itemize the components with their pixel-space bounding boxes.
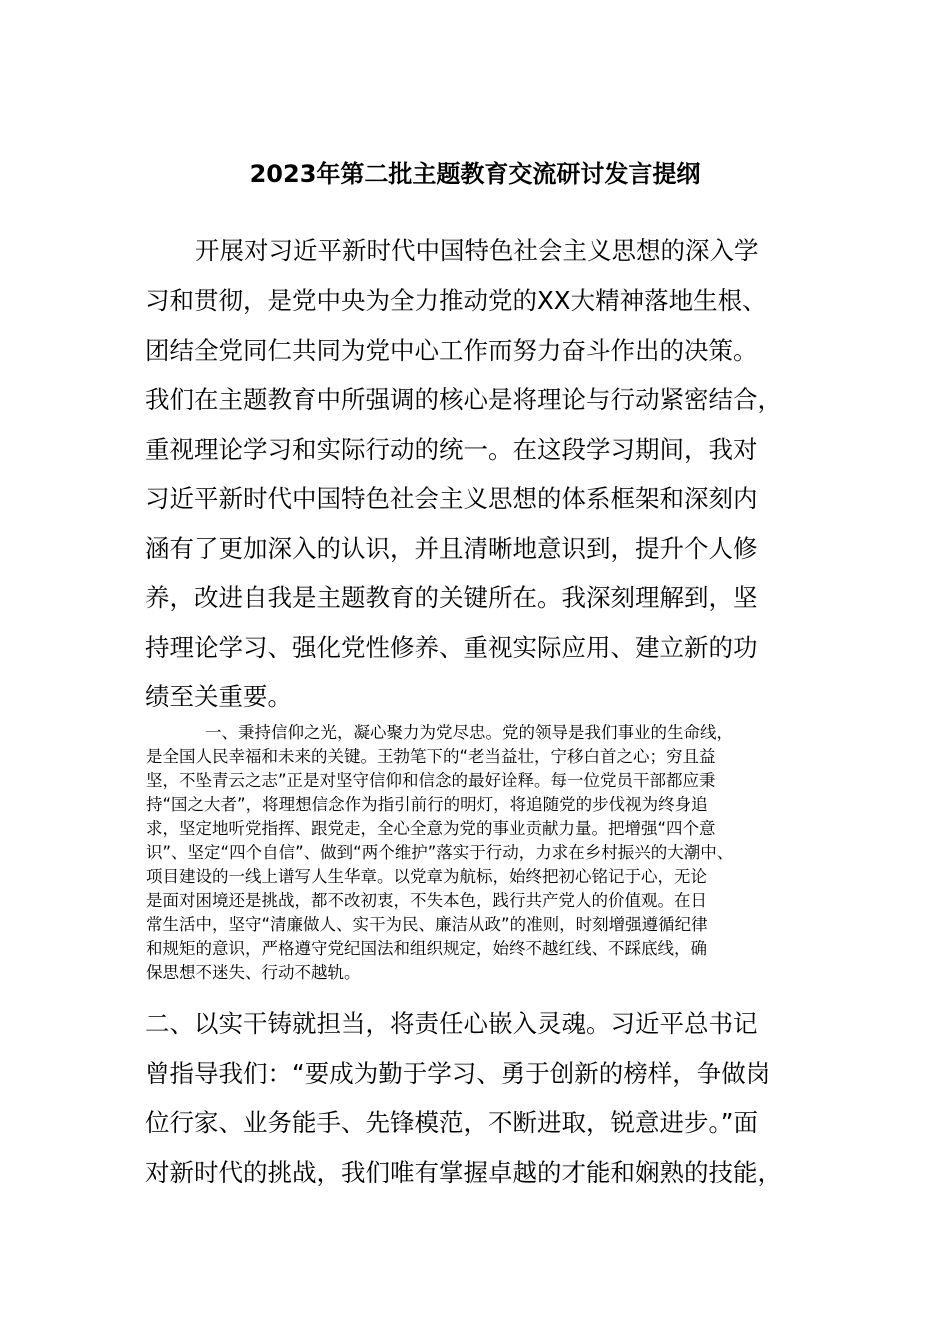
intro-line: 绩至关重要。	[145, 682, 292, 711]
section1-line: 常生活中，坚守“清廉做人、实干为民、廉洁从政”的准则，时刻增强遵循纪律	[146, 915, 708, 934]
section2-line: 二、以实干铸就担当，将责任心嵌入灵魂。习近平总书记	[145, 1009, 758, 1038]
intro-line: 习近平新时代中国特色社会主义思想的体系框架和深刻内	[145, 484, 758, 513]
section1-line: 保思想不迷失、行动不越轨。	[146, 963, 361, 982]
section2-line: 对新时代的挑战，我们唯有掌握卓越的才能和娴熟的技能，	[145, 1158, 782, 1187]
intro-line: 我们在主题教育中所强调的核心是将理论与行动紧密结合，	[145, 385, 782, 414]
intro-line: 养，改进自我是主题教育的关键所在。我深刻理解到，坚	[145, 583, 758, 612]
section1-line: 项目建设的一线上谱写人生华章。以党章为航标，始终把初心铭记于心，无论	[146, 867, 707, 886]
section1-line: 是全国人民幸福和未来的关键。王勃笔下的“老当益壮，宁移白首之心；穷且益	[146, 747, 716, 766]
section1-line: 求，坚定地听党指挥、跟党走，全心全意为党的事业贡献力量。把增强“四个意	[146, 819, 716, 838]
section1-line: 一、秉持信仰之光，凝心聚力为党尽忠。党的领导是我们事业的生命线，	[205, 723, 733, 742]
section1-line: 识”、坚定“四个自信”、做到“两个维护”落实于行动，力求在乡村振兴的大潮中、	[146, 843, 734, 862]
intro-line: 开展对习近平新时代中国特色社会主义思想的深入学	[195, 236, 759, 265]
intro-line: 持理论学习、强化党性修养、重视实际应用、建立新的功	[145, 633, 758, 662]
section1-line: 和规矩的意识，严格遵守党纪国法和组织规定，始终不越红线、不踩底线，确	[146, 939, 707, 958]
section2-line: 位行家、业务能手、先锋模范，不断进取，锐意进步。”面	[145, 1108, 758, 1137]
intro-line: 重视理论学习和实际行动的统一。在这段学习期间，我对	[145, 435, 758, 464]
section2-line: 曾指导我们：“要成为勤于学习、勇于创新的榜样，争做岗	[145, 1059, 771, 1088]
section1-line: 是面对困境还是挑战，都不改初衷，不失本色，践行共产党人的价值观。在日	[146, 891, 707, 910]
intro-line: 习和贯彻，是党中央为全力推动党的XX大精神落地生根、	[145, 286, 767, 315]
section1-line: 持“国之大者”，将理想信念作为指引前行的明灯，将追随党的步伐视为终身追	[146, 795, 708, 814]
intro-line: 涵有了更加深入的认识，并且清晰地意识到，提升个人修	[145, 534, 758, 563]
section1-line: 坚，不坠青云之志”正是对坚守信仰和信念的最好诠释。每一位党员干部都应秉	[146, 771, 716, 790]
document-title: 2023年第二批主题教育交流研讨发言提纲	[249, 160, 701, 188]
intro-line: 团结全党同仁共同为党中心工作而努力奋斗作出的决策。	[145, 336, 758, 365]
